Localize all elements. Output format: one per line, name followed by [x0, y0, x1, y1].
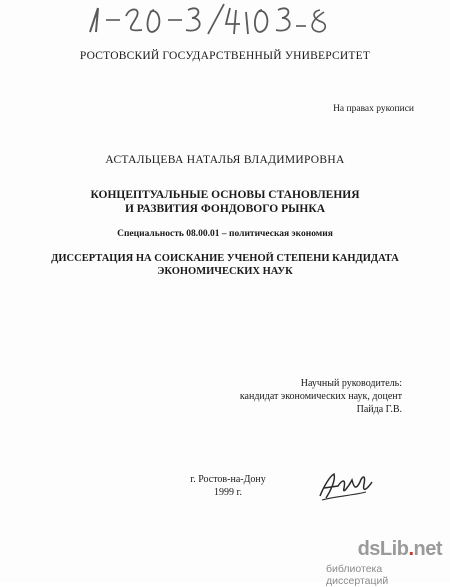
dissertation-title — [0, 188, 450, 216]
manuscript-rights-note: На правах рукописи — [333, 104, 414, 114]
dslib-watermark — [326, 538, 442, 587]
handwritten-archive-number — [84, 2, 334, 38]
specialty: Специальность 08.00.01 – политическая экономия — [117, 229, 333, 239]
title-line-1: КОНЦЕПТУАЛЬНЫЕ ОСНОВЫ СТАНОВЛЕНИЯ — [90, 189, 360, 201]
degree-statement — [0, 252, 450, 278]
supervisor-degree: кандидат экономических наук, доцент — [239, 391, 402, 402]
university-name: РОСТОВСКИЙ ГОСУДАРСТВЕННЫЙ УНИВЕРСИТЕТ — [79, 50, 371, 62]
supervisor-label: Научный руководитель: — [300, 378, 402, 389]
degree-line-1: ДИССЕРТАЦИЯ НА СОИСКАНИЕ УЧЕНОЙ СТЕПЕНИ КАНДИДАТА — [51, 253, 399, 264]
logo-dot: . — [408, 538, 414, 560]
author-name: АСТАЛЬЦЕВА НАТАЛЬЯ ВЛАДИМИРОВНА — [105, 154, 345, 166]
signature — [316, 466, 376, 506]
dslib-subtitle: библиотека диссертаций — [326, 563, 389, 587]
supervisor-block — [239, 377, 402, 416]
supervisor-name: Пайда Г.В. — [356, 404, 402, 415]
year: 1999 г. — [214, 487, 242, 498]
title-line-2: И РАЗВИТИЯ ФОНДОВОГО РЫНКА — [124, 203, 325, 215]
degree-line-2: ЭКОНОМИЧЕСКИХ НАУК — [157, 266, 293, 277]
logo-tld: net — [413, 538, 442, 560]
city: г. Ростов-на-Дону — [190, 474, 266, 485]
place-and-year — [188, 473, 268, 499]
logo-main: dsLib — [357, 538, 409, 560]
dslib-logo — [358, 538, 442, 561]
